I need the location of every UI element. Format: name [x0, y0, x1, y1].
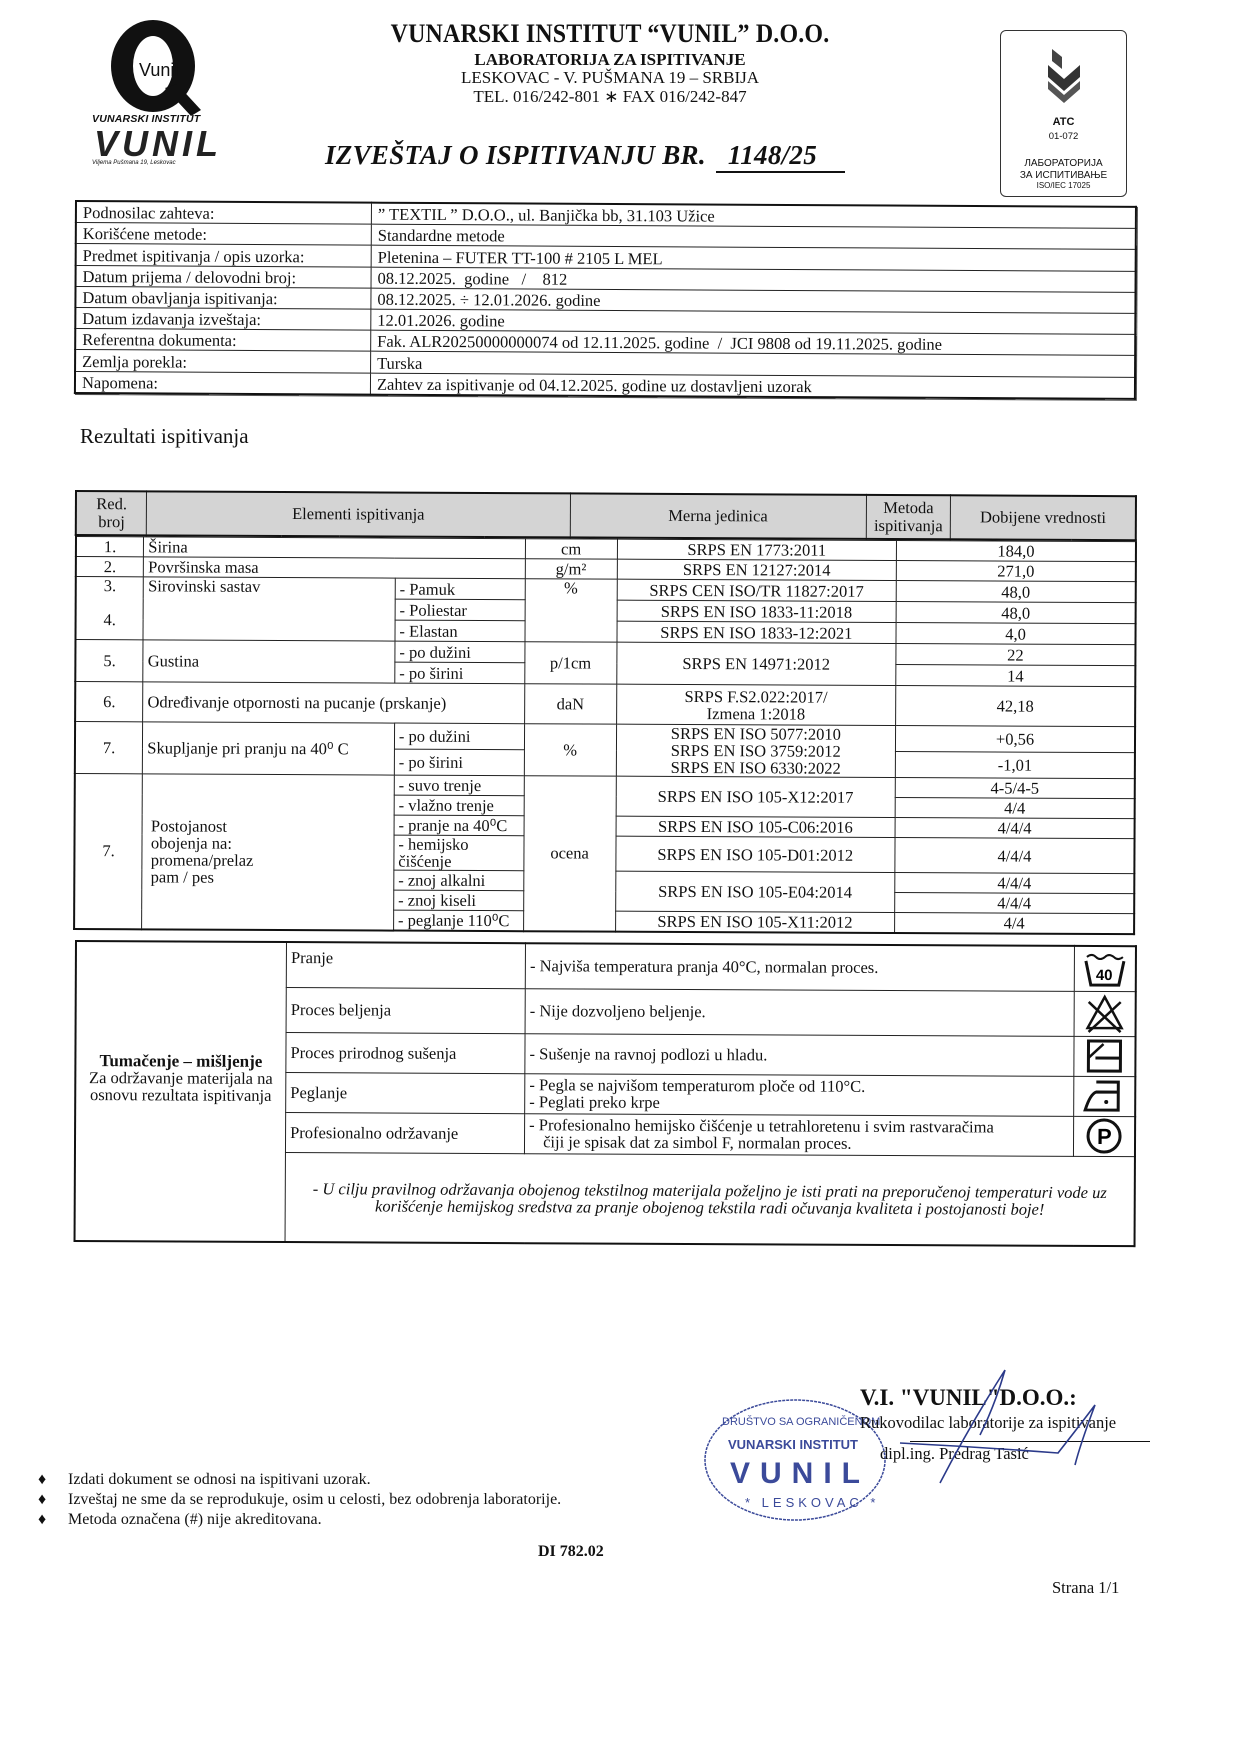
signatory-name: dipl.ing. Predrag Tasić — [880, 1444, 1029, 1463]
col-header-value: Dobijene vrednosti — [951, 495, 1136, 540]
svg-text:Vunil: Vunil — [139, 60, 179, 80]
table-row: 2. Površinska masa g/m² SRPS EN 12127:2014 271,0 — [76, 557, 1136, 582]
info-row: Predmet ispitivanja / opis uzorka: Pletenina – FUTER TT-100 # 2105 L MEL — [76, 244, 1136, 271]
professional-cleaning-p-icon — [1074, 1116, 1135, 1156]
report-number: 1148/25 — [716, 140, 845, 173]
table-row: - Poliestar SRPS EN ISO 1833-11:2018 48,0 — [76, 598, 1136, 624]
no-bleach-icon — [1074, 991, 1135, 1036]
col-header-no: Red. broj — [76, 491, 147, 535]
iron-low-icon — [1074, 1076, 1135, 1116]
care-row: Proces beljenja - Nije dozvoljeno beljenje. — [76, 986, 1136, 1036]
info-row: Datum prijema / delovodni broj: 08.12.2025. godine / 812 — [76, 265, 1136, 292]
lab-name: LABORATORIJA ZA ISPITIVANJE — [474, 49, 746, 69]
care-instructions-table — [74, 940, 1137, 1247]
table-row: - pranje na 40⁰C SRPS EN ISO 105-C06:2016 4/4/4 — [75, 814, 1135, 839]
info-row: Datum izdavanja izveštaja: 12.01.2026. godine — [75, 307, 1135, 334]
svg-text:VUNARSKI INSTITUT: VUNARSKI INSTITUT — [728, 1437, 858, 1452]
vunil-q-logo — [95, 18, 215, 118]
table-row: - peglanje 110⁰C SRPS EN ISO 105-X11:2012 4/4 — [74, 909, 1134, 934]
test-results-body — [73, 536, 1137, 935]
svg-text:40: 40 — [1096, 966, 1113, 984]
accreditation-badge: ATC 01-072 ЛАБОРАТОРИЈА ЗА ИСПИТИВАЊЕ ISO/IEC 17025 — [1000, 30, 1127, 197]
dry-flat-shade-icon — [1074, 1036, 1135, 1076]
info-row: Podnosilac zahteva: ” TEXTIL ” D.O.O., ul. Banjička bb, 31.103 Užice — [76, 201, 1136, 229]
col-header-unit: Merna jedinica — [570, 493, 866, 538]
logo-subtitle: VUNARSKI INSTITUT — [92, 113, 201, 125]
table-row: - vlažno trenje 4/4 — [75, 794, 1135, 819]
col-header-element: Elementi ispitivanja — [147, 491, 570, 537]
report-title: IZVEŠTAJ O ISPITIVANJU BR. 1148/25 — [325, 140, 845, 173]
table-row: - hemijsko čišćenje SRPS EN ISO 105-D01:2012 4/4/4 — [74, 834, 1134, 874]
footer-notes — [38, 1470, 561, 1530]
info-row: Napomena: Zahtev za ispitivanje od 04.12.2025. godine uz dostavljeni uzorak — [75, 371, 1135, 399]
signature-company: V.I. "VUNIL"D.O.O.: — [860, 1385, 1077, 1410]
test-results-table — [75, 490, 1137, 541]
table-row: - znoj alkalni SRPS EN ISO 105-E04:2014 4/4/4 — [74, 869, 1134, 894]
handwritten-signature — [780, 1365, 1110, 1485]
table-row: - Elastan SRPS EN ISO 1833-12:2021 4,0 — [75, 619, 1135, 645]
company-address: LESKOVAC - V. PUŠMANA 19 – SRBIJA — [460, 68, 760, 88]
table-row: 6. Određivanje otpornosti na pucanje (prskanje) daN SRPS F.S2.022:2017/ Izmena 1:2018 42,18 — [75, 682, 1135, 727]
page-number: Strana 1/1 — [1052, 1578, 1120, 1597]
svg-text:* LESKOVAC *: * LESKOVAC * — [745, 1495, 880, 1510]
document-code: DI 782.02 — [538, 1543, 604, 1560]
care-note: - U cilju pravilnog održavanja obojenog tekstilnog materijala poželjno je isti prati na preporučenoj temperaturi vode uz korišćenje hemijskog sredstva za pranje obojenog tekstila radi očuvanja kvaliteta i postojanosti boje! — [285, 1152, 1135, 1246]
table-row: - znoj kiseli 4/4/4 — [74, 889, 1134, 914]
logo-address: Viljema Pušmana 19, Leskovac — [92, 160, 176, 166]
footer-note: ♦ Izveštaj ne sme da se reprodukuje, osim u celosti, bez odobrenja laboratorije. — [38, 1491, 562, 1508]
care-row: Peglanje - Pegla se najvišom temperaturom ploče od 110°C. - Peglati preko krpe — [75, 1071, 1135, 1116]
svg-text:VUNIL: VUNIL — [94, 126, 218, 160]
table-row: 3. 4. Sirovinski sastav - Pamuk % SRPS CEN ISO/TR 11827:2017 48,0 — [76, 577, 1136, 603]
footer-note: ♦ Izdati dokument se odnosi na ispitivani uzorak. — [38, 1471, 371, 1488]
results-heading: Rezultati ispitivanja — [80, 424, 249, 448]
company-phone: TEL. 016/242-801 ∗ FAX 016/242-847 — [473, 86, 747, 106]
care-row: Tumačenje – mišljenje Za održavanje materijala na osnovu rezultata ispitivanja Pranje - Najviša temperatura pranja 40°C, normalan proces. 40 — [76, 941, 1136, 991]
care-subtitle: Za održavanje materijala na osnovu rezultata ispitivanja — [88, 1068, 273, 1105]
care-row: Profesionalno održavanje - Profesionalno hemijsko čišćenje u tetrahloretenu i svim rastvaračima čiji je spisak dat za simbol F, normalan proces. P — [75, 1111, 1135, 1156]
table-row: - po širini -1,01 — [75, 748, 1135, 779]
info-row: Datum obavljanja ispitivanja: 08.12.2025. ÷ 12.01.2026. godine — [75, 286, 1135, 313]
care-title: Tumačenje – mišljenje — [99, 1051, 263, 1071]
info-row: Korišćene metode: Standardne metode — [76, 223, 1136, 250]
col-header-method: Metoda ispitivanja — [866, 495, 951, 539]
vunil-wordmark — [92, 126, 222, 160]
table-row: 7. Skupljanje pri pranju na 40⁰ C - po dužini % SRPS EN ISO 5077:2010 SRPS EN ISO 3759:2012 SRPS EN ISO 6330:2022 +0,56 — [75, 722, 1135, 753]
svg-text:DRUŠTVO SA OGRANIČENOM: DRUŠTVO SA OGRANIČENOM — [722, 1416, 881, 1428]
info-row: Zemlja porekla: Turska — [75, 350, 1135, 377]
signature-role: Rukovodilac laboratorije za ispitivanje — [860, 1413, 1117, 1432]
care-row: Proces prirodnog sušenja - Sušenje na ravnoj podlozi u hladu. — [75, 1031, 1135, 1076]
table-row: 7. Postojanost obojenja na: promena/prelaz pam / pes - suvo trenje ocena SRPS EN ISO 105-X12:2017 4-5/4-5 — [75, 774, 1135, 799]
table-row: 1. Širina cm SRPS EN 1773:2011 184,0 — [76, 537, 1136, 562]
company-name: VUNARSKI INSTITUT “VUNIL” D.O.O. — [390, 19, 830, 48]
info-row: Referentna dokumenta: Fak. ALR20250000000074 od 12.11.2025. godine / JCI 9808 od 19.11.2025. godine — [75, 329, 1135, 356]
table-row: 5. Gustina - po dužini p/1cm SRPS EN 14971:2012 22 — [75, 640, 1135, 666]
table-header-row — [76, 491, 1136, 540]
letterhead — [330, 20, 890, 107]
wash-40-icon — [1075, 946, 1136, 991]
request-info-table — [74, 200, 1137, 400]
atc-logo-icon — [1044, 47, 1084, 105]
svg-text:VUNIL: VUNIL — [730, 1457, 870, 1490]
table-row: - po širini 14 — [75, 661, 1135, 687]
svg-text:P: P — [1097, 1123, 1113, 1150]
footer-note: ♦ Metoda označena (#) nije akreditovana. — [38, 1511, 322, 1528]
